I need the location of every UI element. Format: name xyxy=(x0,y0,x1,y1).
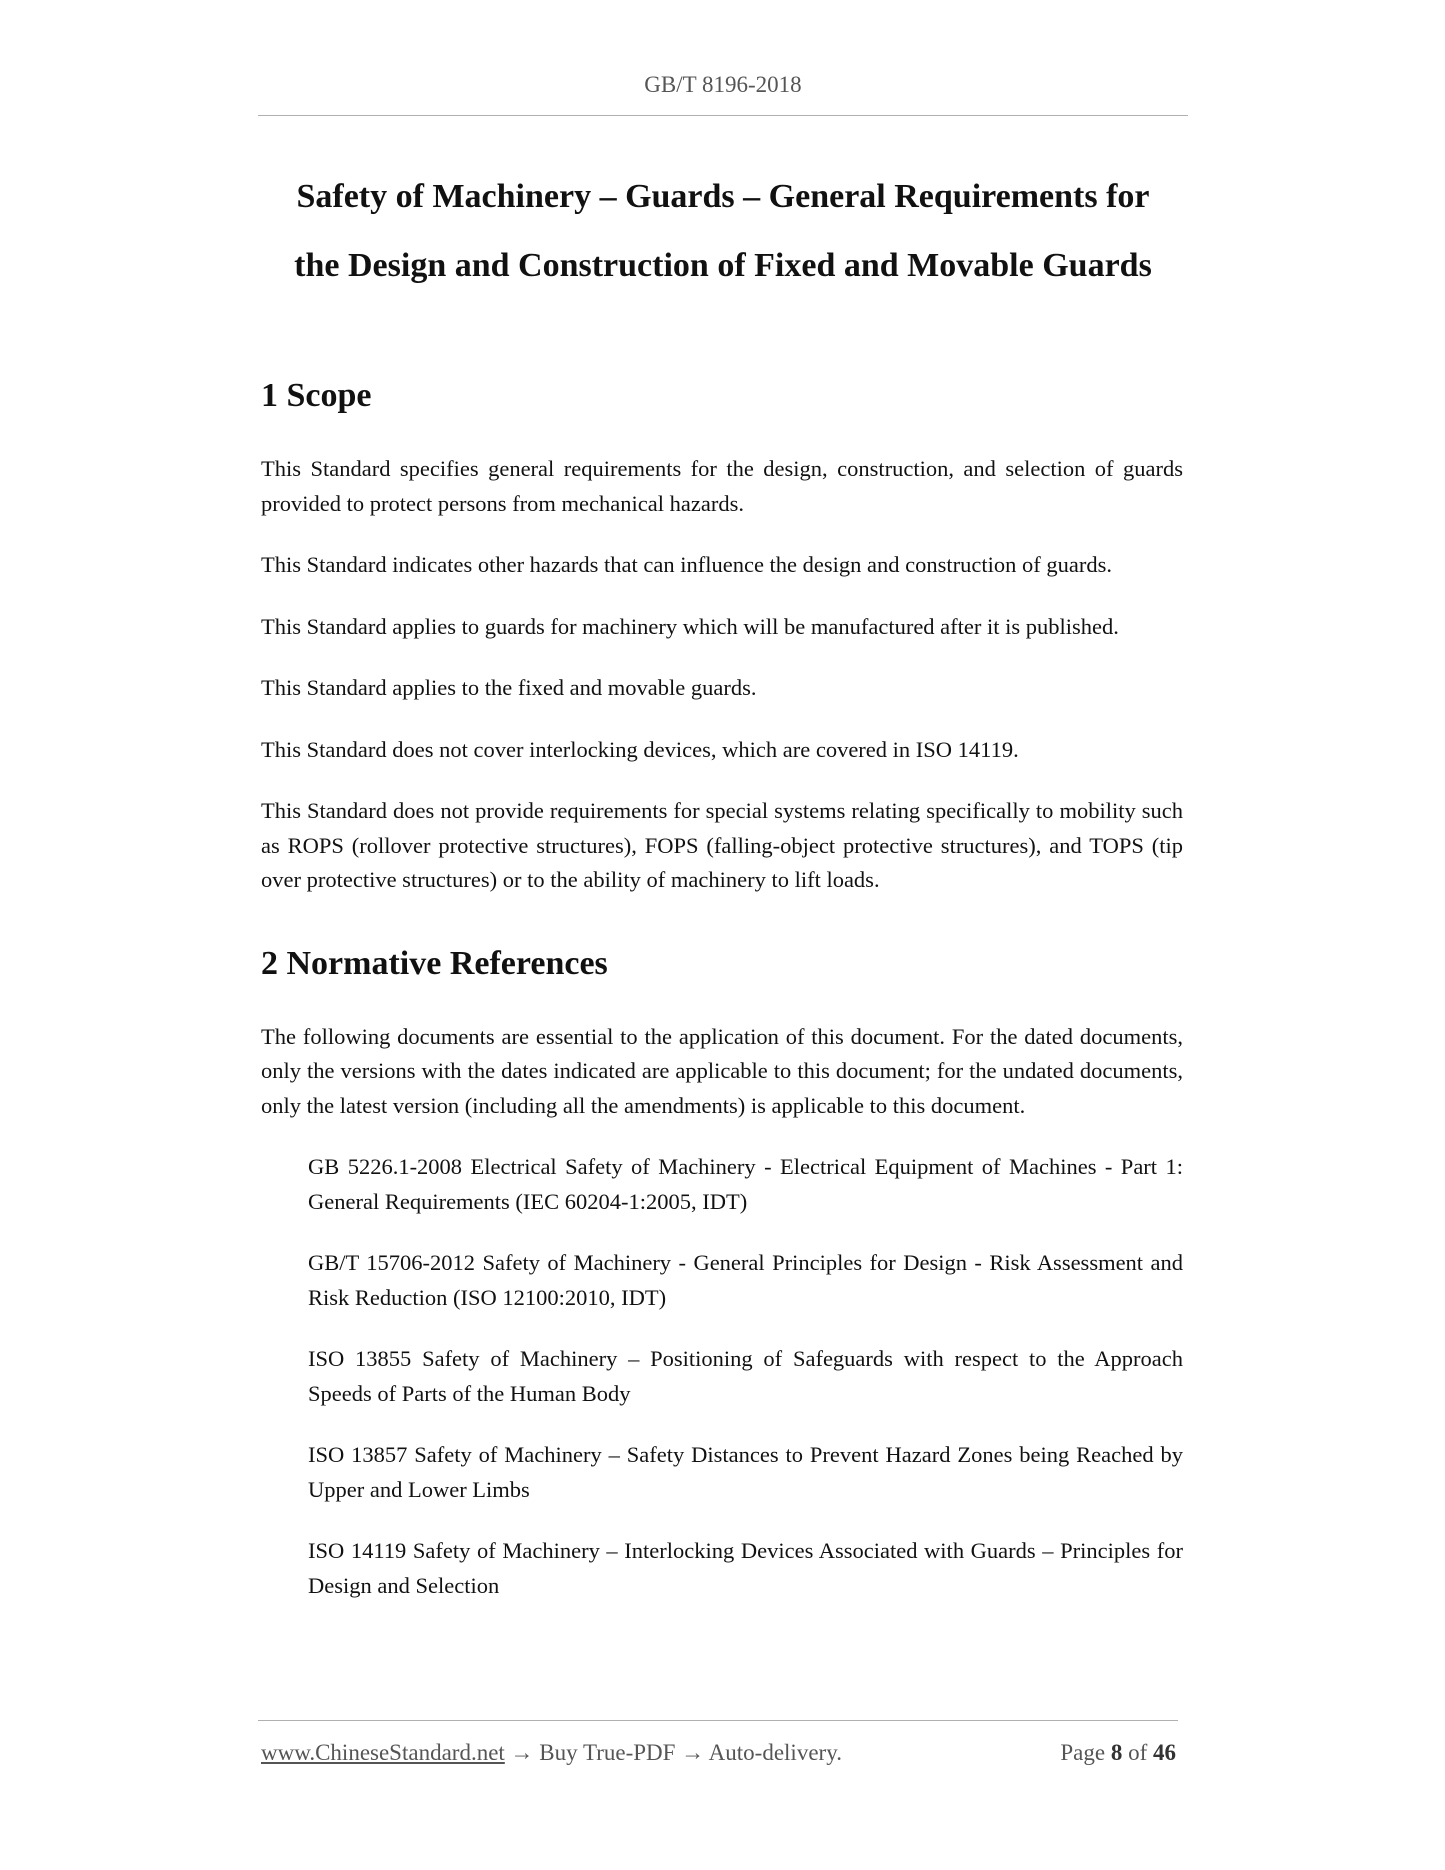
reference-item: ISO 14119 Safety of Machinery – Interlocking Devices Associated with Guards – Principles for Design and Selection xyxy=(308,1538,1183,1598)
running-header: GB/T 8196-2018 xyxy=(644,72,802,97)
title-line-1: Safety of Machinery – Guards – General Requirements for xyxy=(296,178,1150,215)
footer-divider xyxy=(258,1720,1178,1721)
scope-paragraph: This Standard indicates other hazards that can influence the design and construction of guards. xyxy=(261,552,1112,577)
reference-item: GB/T 15706-2012 Safety of Machinery - General Principles for Design - Risk Assessment and Risk Reduction (ISO 12100:2010, IDT) xyxy=(308,1250,1183,1310)
arrow-right-icon: → xyxy=(681,1740,705,1765)
title-line-2: the Design and Construction of Fixed and Movable Guards xyxy=(294,247,1152,284)
reference-item: ISO 13855 Safety of Machinery – Positioning of Safeguards with respect to the Approach Speeds of Parts of the Human Body xyxy=(308,1346,1183,1406)
section-heading-normative-references: 2 Normative References xyxy=(261,944,608,982)
arrow-right-icon: → xyxy=(510,1740,534,1765)
section-heading-scope: 1 Scope xyxy=(261,377,372,414)
page-number xyxy=(1060,1740,1176,1766)
document-body xyxy=(261,372,1183,1603)
document-title xyxy=(258,162,1188,300)
reference-list xyxy=(261,1150,1183,1603)
references-intro-paragraph: The following documents are essential to the application of this document. For the dated documents, only the versions with the dates indicated are applicable to this document; for the undated documents, only the latest version (including all the amendments) is applicable to this document. xyxy=(261,1023,1183,1118)
page-total: 46 xyxy=(1153,1740,1176,1765)
page-label: Page xyxy=(1060,1740,1106,1765)
reference-item: GB 5226.1-2008 Electrical Safety of Machinery - Electrical Equipment of Machines - Part 1: General Requirements (IEC 60204-1:2005, IDT) xyxy=(308,1154,1183,1214)
page-of: of xyxy=(1128,1740,1148,1765)
buy-text: Buy True-PDF xyxy=(539,1740,676,1765)
scope-paragraph: This Standard does not provide requirements for special systems relating specifically to mobility such as ROPS (rollover protective structures), FOPS (falling-object protective structures), and TOPS (tip over protective structures) or to the ability of machinery to lift loads. xyxy=(261,798,1183,892)
header-divider xyxy=(258,115,1188,116)
scope-paragraph: This Standard specifies general requirements for the design, construction, and selection of guards provided to protect persons from mechanical hazards. xyxy=(261,456,1183,516)
scope-paragraph: This Standard does not cover interlocking devices, which are covered in ISO 14119. xyxy=(261,736,1019,762)
page-footer xyxy=(261,1740,1176,1766)
website-link[interactable]: www.ChineseStandard.net xyxy=(261,1740,505,1765)
scope-paragraph: This Standard applies to guards for machinery which will be manufactured after it is published. xyxy=(261,613,1119,639)
page-current: 8 xyxy=(1110,1740,1123,1765)
reference-item: ISO 13857 Safety of Machinery – Safety Distances to Prevent Hazard Zones being Reached by Upper and Lower Limbs xyxy=(308,1442,1183,1502)
scope-paragraph: This Standard applies to the fixed and movable guards. xyxy=(261,675,757,700)
delivery-text: Auto-delivery. xyxy=(708,1740,842,1765)
